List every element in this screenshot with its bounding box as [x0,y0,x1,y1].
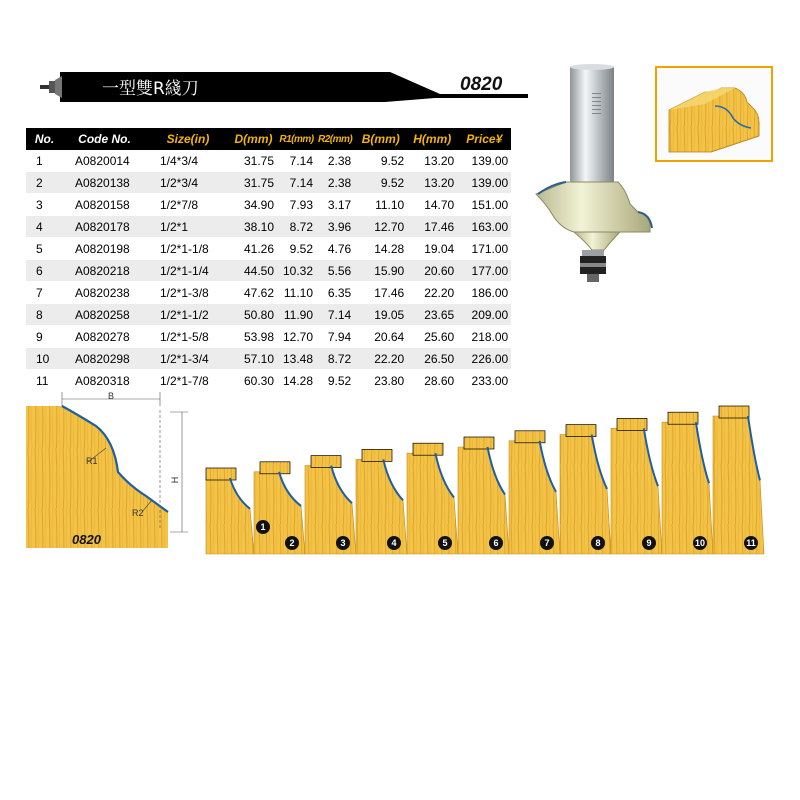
table-cell: 1/2*1 [146,216,230,238]
table-cell: A0820258 [63,304,146,326]
table-cell: 8.72 [316,348,354,370]
table-cell: 1/2*7/8 [146,194,230,216]
table-cell: 4 [26,216,63,238]
profile-number-badge: 2 [285,536,299,550]
profile-shape [206,468,254,554]
table-cell: 1/2*1-7/8 [146,370,230,392]
profile-shape [458,437,509,554]
table-cell: 25.60 [407,326,457,348]
profile-number-badge: 3 [336,536,350,550]
table-cell: 44.50 [230,260,277,282]
table-cell: 19.05 [354,304,407,326]
table-cell: A0820238 [63,282,146,304]
table-cell: 15.90 [354,260,407,282]
table-header-row [26,128,511,150]
table-cell: 6.35 [316,282,354,304]
table-cell: 50.80 [230,304,277,326]
table-cell: 14.70 [407,194,457,216]
table-cell: 14.28 [354,238,407,260]
table-cell: 8 [26,304,63,326]
profile-number-badge: 4 [387,536,401,550]
profile-number-badge: 10 [694,538,705,548]
dim-label-r1: R1 [86,456,98,466]
table-cell: 7.14 [277,172,316,194]
table-cell: 2.38 [316,172,354,194]
table-row [26,282,511,304]
table-cell: 13.20 [407,172,457,194]
table-cell: 7.93 [277,194,316,216]
table-cell: 53.98 [230,326,277,348]
table-cell: 9.52 [277,238,316,260]
col-header-no: No. [26,128,63,150]
col-header-r2: R2(mm) [316,128,354,150]
table-cell: 7.14 [316,304,354,326]
table-cell: 186.00 [457,282,511,304]
table-cell: A0820298 [63,348,146,370]
table-cell: 1/2*1-3/8 [146,282,230,304]
table-cell: 57.10 [230,348,277,370]
table-cell: A0820198 [63,238,146,260]
table-cell: 233.00 [457,370,511,392]
profile-shape [662,412,713,554]
header-code: 0820 [460,74,503,95]
profile-shape [509,431,560,554]
profile-number-badge: 8 [591,536,605,550]
table-cell: 7.94 [316,326,354,348]
dim-label-r2: R2 [132,508,144,518]
table-cell: 34.90 [230,194,277,216]
table-cell: 12.70 [277,326,316,348]
profile-number-badge: 6 [489,536,503,550]
profile-number-badge: 5 [438,536,452,550]
table-cell: 209.00 [457,304,511,326]
table-cell: 13.20 [407,150,457,172]
dim-label-h: H [169,476,180,484]
table-cell: 8.72 [277,216,316,238]
table-cell: 6 [26,260,63,282]
table-cell: 14.28 [277,370,316,392]
table-cell: 7 [26,282,63,304]
router-bit-image [530,64,654,290]
table-row [26,304,511,326]
table-cell: A0820138 [63,172,146,194]
col-header-b: B(mm) [354,128,407,150]
table-cell: 11 [26,370,63,392]
profile-number-badge: 1 [256,520,270,534]
table-cell: 20.64 [354,326,407,348]
table-cell: 17.46 [407,216,457,238]
table-cell: 11.10 [277,282,316,304]
table-cell: 12.70 [354,216,407,238]
table-cell: 22.20 [354,348,407,370]
profile-shape [713,406,764,554]
table-cell: 2 [26,172,63,194]
table-cell: 5.56 [316,260,354,282]
profile-number-badge: 7 [540,536,554,550]
table-cell: 1/2*3/4 [146,172,230,194]
table-cell: 1/4*3/4 [146,150,230,172]
profile-shape [560,425,611,554]
table-cell: 31.75 [230,172,277,194]
table-cell: 10 [26,348,63,370]
table-cell: 47.62 [230,282,277,304]
profile-number-badge: 11 [744,536,758,550]
table-cell: 218.00 [457,326,511,348]
dimension-diagram [20,388,210,560]
table-cell: 9.52 [354,150,407,172]
table-row [26,216,511,238]
table-cell: 9.52 [316,370,354,392]
table-cell: 139.00 [457,172,511,194]
table-cell: 13.48 [277,348,316,370]
table-cell: A0820318 [63,370,146,392]
table-cell: 23.80 [354,370,407,392]
table-cell: 22.20 [407,282,457,304]
table-cell: 9 [26,326,63,348]
bit-silhouette-icon [40,76,62,98]
table-row [26,172,511,194]
table-row [26,348,511,370]
table-cell: A0820158 [63,194,146,216]
table-cell: 139.00 [457,150,511,172]
table-row [26,260,511,282]
col-header-price: Price¥ [457,128,511,150]
table-cell: 1/2*1-1/2 [146,304,230,326]
diagram-profile-code: 0820 [72,532,101,547]
table-cell: 3.96 [316,216,354,238]
profile-number-badge: 9 [642,536,656,550]
table-cell: 1/2*1-3/4 [146,348,230,370]
header-title: 一型雙R綫刀 [102,79,199,99]
table-cell: 7.14 [277,150,316,172]
table-cell: A0820178 [63,216,146,238]
table-cell: 163.00 [457,216,511,238]
table-cell: 20.60 [407,260,457,282]
table-cell: 23.65 [407,304,457,326]
svg-text:||||||: |||||| [591,92,601,117]
table-cell: 10.32 [277,260,316,282]
profile-shape [407,443,458,554]
table-cell: 3 [26,194,63,216]
table-cell: 28.60 [407,370,457,392]
table-cell: 1/2*1-5/8 [146,326,230,348]
spec-table [26,128,511,392]
table-cell: 17.46 [354,282,407,304]
table-cell: A0820014 [63,150,146,172]
table-cell: 11.10 [354,194,407,216]
table-cell: 31.75 [230,150,277,172]
table-cell: A0820278 [63,326,146,348]
table-cell: 226.00 [457,348,511,370]
table-cell: 9.52 [354,172,407,194]
table-cell: 171.00 [457,238,511,260]
profile-shape [611,418,662,554]
table-cell: 11.90 [277,304,316,326]
dim-label-b: B [108,391,115,401]
table-row [26,238,511,260]
table-row [26,150,511,172]
table-row [26,326,511,348]
table-cell: 177.00 [457,260,511,282]
table-row [26,194,511,216]
header-bar [40,72,528,102]
table-cell: 151.00 [457,194,511,216]
table-cell: 2.38 [316,150,354,172]
profile-preview-box [655,66,773,162]
col-header-r1: R1(mm) [277,128,316,150]
table-cell: 1 [26,150,63,172]
col-header-h: H(mm) [407,128,457,150]
table-cell: 26.50 [407,348,457,370]
col-header-d: D(mm) [230,128,277,150]
table-cell: 1/2*1-1/8 [146,238,230,260]
col-header-size: Size(in) [146,128,230,150]
col-header-code: Code No. [63,128,146,150]
table-cell: 1/2*1-1/4 [146,260,230,282]
table-cell: 4.76 [316,238,354,260]
table-cell: 19.04 [407,238,457,260]
table-cell: 5 [26,238,63,260]
table-cell: 60.30 [230,370,277,392]
table-cell: 41.26 [230,238,277,260]
table-cell: 3.17 [316,194,354,216]
table-cell: 38.10 [230,216,277,238]
table-cell: A0820218 [63,260,146,282]
